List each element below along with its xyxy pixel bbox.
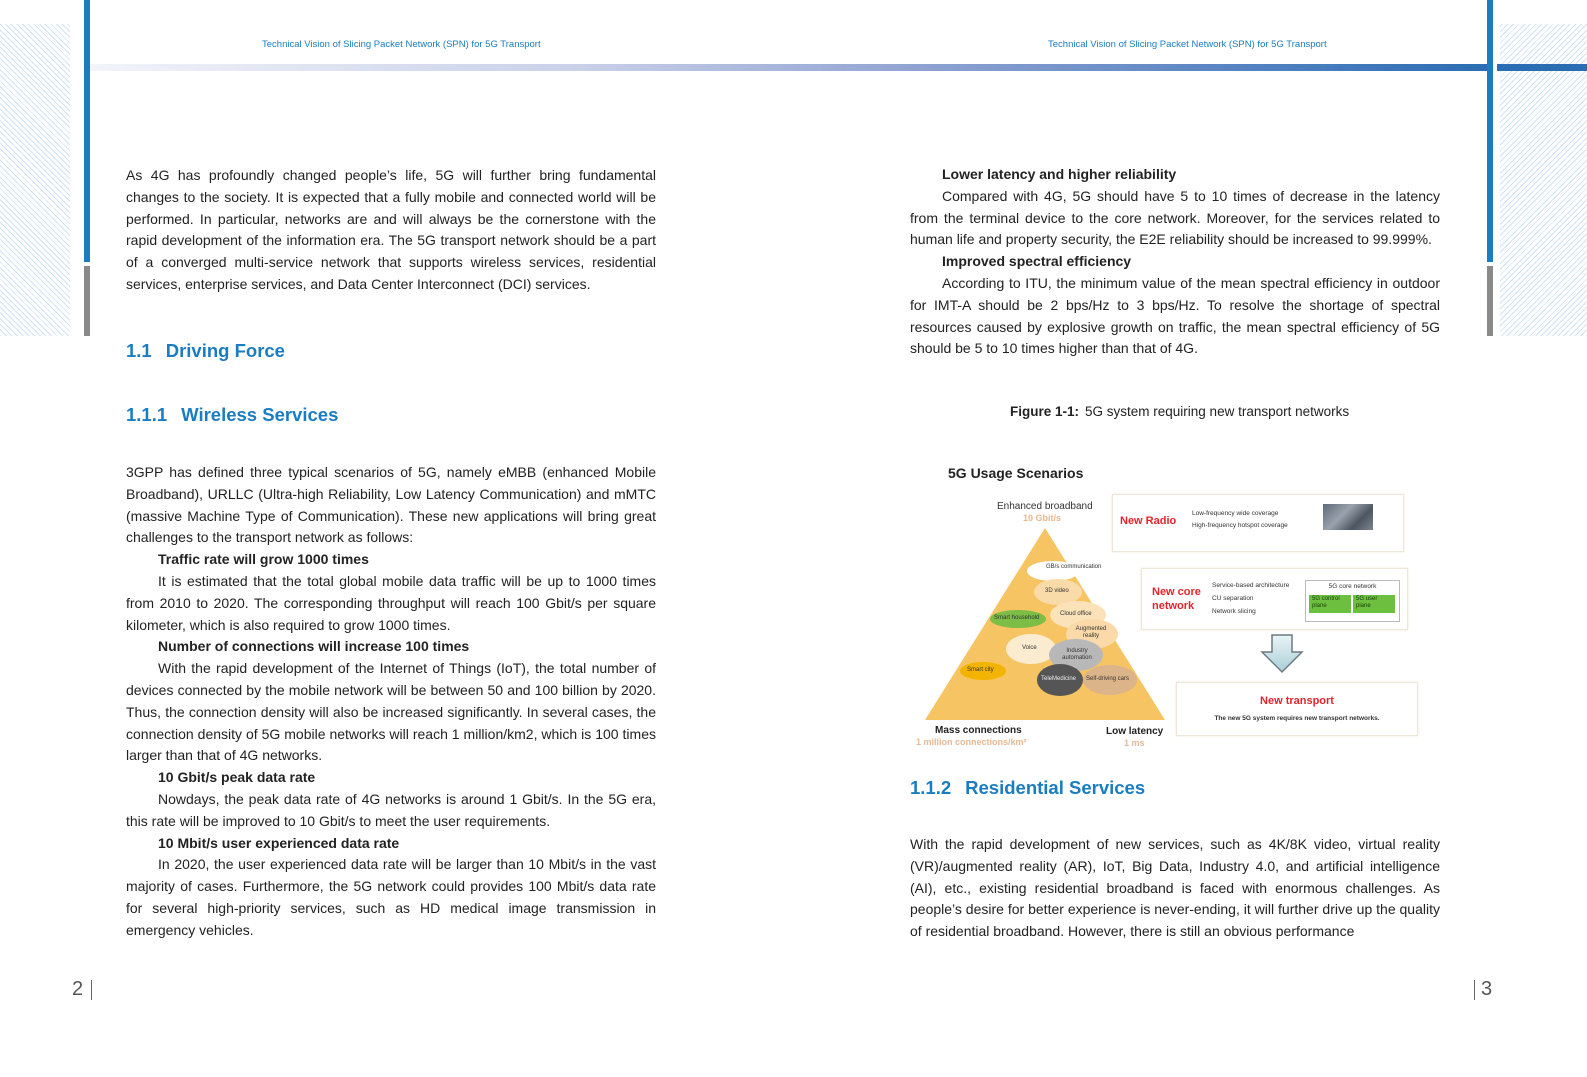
running-head-right: Technical Vision of Slicing Packet Network (SPN) for 5G Transport [1048,39,1327,50]
item-heading: Number of connections will increase 100 times [158,638,470,655]
page-number-divider-right [1474,980,1475,1000]
page-edge-bar-right-gray [1487,266,1493,336]
bubble-cloud-office: Cloud office [1060,611,1092,617]
page-number-right: 3 [1481,978,1493,1000]
section-heading-1-1-1: 1.1.1 Wireless Services [126,404,339,425]
bubble-augmented-reality: Augmented reality [1075,626,1107,639]
running-head-left: Technical Vision of Slicing Packet Network (SPN) for 5G Transport [262,39,541,50]
down-arrow-icon [1260,634,1304,674]
new-core-title: New core network [1152,586,1201,612]
bubble-industry-automation: Industry automation [1062,648,1092,661]
bubble-3d-video: 3D video [1045,588,1069,594]
item-heading: Traffic rate will grow 1000 times [158,551,369,568]
right-page-items: Lower latency and higher reliability Compared with 4G, 5G should have 5 to 10 times of decrease in the latency from the terminal device to the core network. Moreover, for the services related to human life and property security, the E2E reliability should be increased to 99.999%. Improved spectral efficiency According to ITU, the minimum value of the mean spectral efficiency in outdoor for IMT-A should be 2 bps/Hz to 3 bps/Hz. To resolve the shortage of spectral resources caused by explosive growth on traffic, the mean spectral efficiency of 5G should be 5 to 10 times higher than that of 4G. [910,166,1440,357]
bubble-smart-household: Smart household [994,615,1040,621]
page-edge-bar-right [1487,0,1493,262]
value-10gbits: 10 Gbit/s [1023,513,1062,523]
page-edge-bar-left [84,0,90,262]
hatch-decoration-left [0,24,70,336]
figure-title: 5G Usage Scenarios [948,465,1084,481]
intro-paragraph: As 4G has profoundly changed people’s life, 5G will further bring fundamental changes to the society. It is expected that a fully mobile and connected world will be performed. In particular, networks are and will always be the cornerstone with the rapid development of the information era. The 5G transport network should be a part of a converged multi-service network that supports wireless services, residential services, enterprise services, and Data Center Interconnect (DCI) services. [126,167,656,292]
5g-core-network-box: 5G core network 5G control plane 5G user plane [1305,580,1400,622]
item-heading: 10 Mbit/s user experienced data rate [158,834,400,851]
page-number-divider-left [91,980,92,1000]
page-edge-bar-left-gray [84,266,90,336]
new-core-lines: Service-based architecture CU separation Network slicing [1212,582,1290,615]
section-heading-1-1: 1.1 Driving Force [126,340,285,361]
new-transport-box [1176,682,1418,736]
bubble-voice: Voice [1022,645,1037,651]
new-core-network-box [1141,568,1408,630]
bubble-smart-city: Smart city [967,667,994,673]
item-heading: Improved spectral efficiency [942,253,1132,270]
page-number-left: 2 [72,978,84,1000]
new-radio-title: New Radio [1120,515,1177,527]
new-transport-subtitle: The new 5G system requires new transport networks. [1214,715,1380,722]
5g-user-plane: 5G user plane [1353,595,1395,613]
5g-control-plane: 5G control plane [1309,595,1351,613]
label-enhanced-broadband: Enhanced broadband [997,501,1093,512]
value-1ms: 1 ms [1124,738,1145,748]
bubble-gbs-communication: GB/s communication [1046,564,1102,570]
figure-5g-usage-scenarios [910,460,1430,760]
residential-services-body: With the rapid development of new services, such as 4K/8K video, virtual reality (VR)/augmented reality (AR), IoT, Big Data, Industry 4.0, and artificial intelligence (AI), etc., existing residential broadband is faced with enormous challenges. As people’s desire for better experience is never-ending, it will further drive up the quality of residential broadband. However, there is still an obvious performance [910,836,1440,940]
header-band-right [1497,64,1587,71]
new-radio-lines: Low-frequency wide coverage High-frequency hotspot coverage [1192,510,1288,529]
city-photo-thumbnail [1323,504,1373,530]
new-radio-box [1112,494,1404,552]
figure-caption: Figure 1-1: 5G system requiring new transport networks [1010,404,1350,419]
header-gradient-band [90,64,1487,71]
new-transport-title: New transport [1260,695,1334,707]
bubble-telemedicine: TeleMedicine [1041,676,1077,682]
item-heading: Lower latency and higher reliability [942,166,1177,182]
label-mass-connections: Mass connections [935,725,1022,736]
section-heading-1-1-2: 1.1.2 Residential Services [910,777,1146,798]
item-heading: 10 Gbit/s peak data rate [158,769,316,786]
value-1-million-connections: 1 million connections/km² [916,737,1027,747]
label-low-latency: Low latency [1106,726,1164,737]
bubble-self-driving-cars: Self-driving cars [1086,676,1130,682]
wireless-services-body: 3GPP has defined three typical scenarios of 5G, namely eMBB (enhanced Mobile Broadband), URLLC (Ultra-high Reliability, Low Latency Communication) and mMTC (massive Machine Type of Communication). These new applications will bring great challenges to the transport network as follows: Traffic rate will grow 1000 times It is estimated that the total global mobile data traffic will be up to 1000 times from 2010 to 2020. The corresponding throughput will reach 100 Gbit/s per square kilometer, which is also required to grow 1000 times. Number of connections will increase 100 times With the rapid development of the Internet of Things (IoT), the total number of devices connected by the mobile network will be between 50 and 100 billion by 2020. Thus, the connection density will also be increased significantly. In several cases, the connection density of 5G mobile networks will reach 1 million/km2, which is 100 times larger than that of 4G networks. 10 Gbit/s peak data rate Nowdays, the peak data rate of 4G networks is around 1 Gbit/s. In the 5G era, this rate will be improved to 10 Gbit/s to meet the user requirements. 10 Mbit/s user experienced data rate In 2020, the user experienced data rate will be larger than 10 Mbit/s in the vast majority of cases. Furthermore, the 5G network could provides 100 Mbit/s data rate for several high-priority services, such as HD medical image transmission in emergency vehicles. [126,464,656,938]
